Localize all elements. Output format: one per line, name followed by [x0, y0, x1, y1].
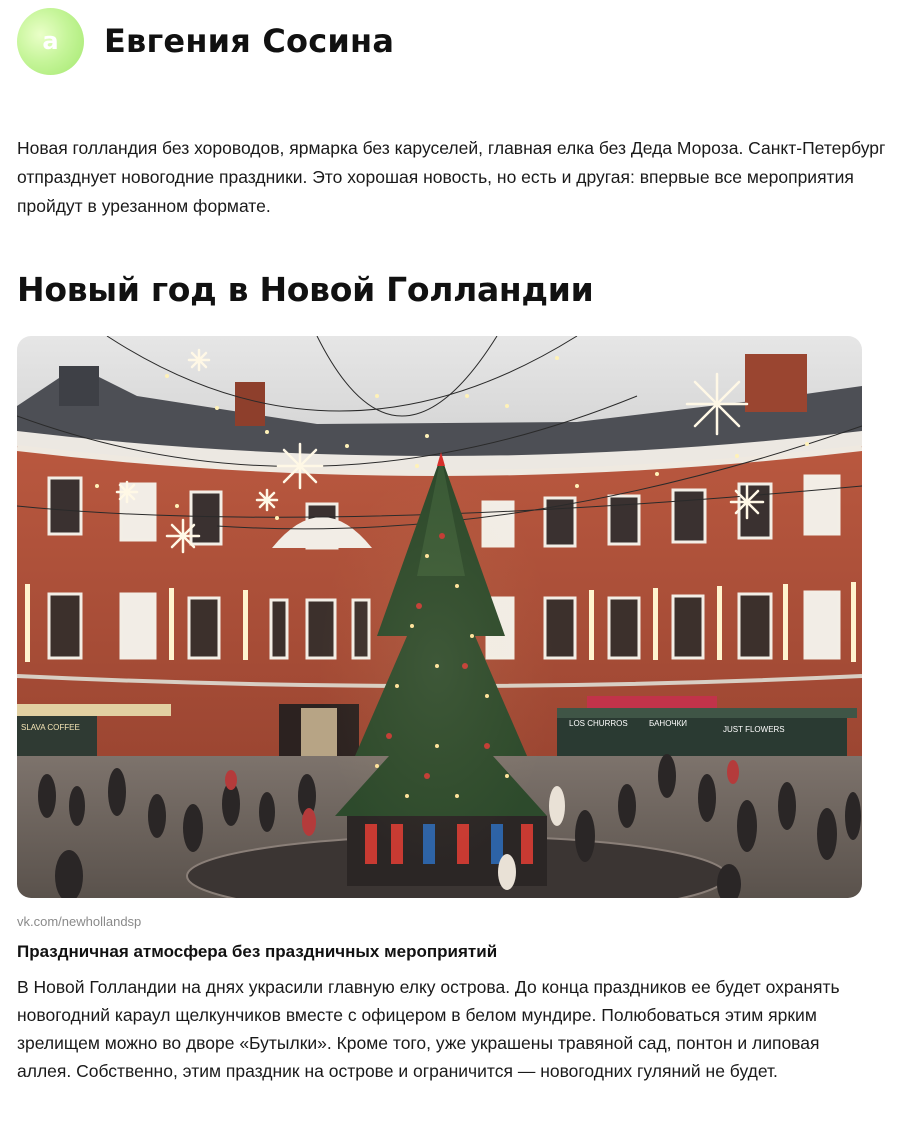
article-photo[interactable]: [17, 336, 862, 898]
photo-caption: Праздничная атмосфера без праздничных мероприятий: [17, 942, 498, 961]
section-title: Новый год в Новой Голландии: [17, 270, 594, 309]
sign-los-churros: LOS CHURROS: [569, 719, 628, 728]
article-lead: Новая голландия без хороводов, ярмарка без каруселей, главная елка без Деда Мороза. Санкт-Петербург отпразднует новогодние праздники. Это хорошая новость, но есть и другая: впервые все мероприятия пройдут в урезанном формате.: [17, 138, 886, 216]
avatar[interactable]: [17, 8, 84, 75]
author-header: [17, 7, 394, 75]
photo-credit[interactable]: vk.com/newhollandsp: [17, 914, 142, 929]
article-body: В Новой Голландии на днях украсили главную елку острова. До конца праздников ее будет охранять новогодний караул щелкунчиков вместе с офицером в белом мундире. Полюбоваться этим ярким зрелищем можно во дворе «Бутылки». Кроме того, уже украшены травяной сад, понтон и липовая аллея. Собственно, этим праздник на острове и ограничится — новогодних гуляний не будет.: [17, 977, 840, 1081]
sign-slava-coffee: SLAVA COFFEE: [21, 723, 80, 732]
sign-just-flowers: JUST FLOWERS: [723, 725, 785, 734]
photo-illustration: [17, 336, 862, 898]
avatar-glyph: a: [42, 26, 59, 55]
author-name[interactable]: Евгения Сосина: [104, 22, 395, 60]
sign-banochki: БАНОЧКИ: [649, 719, 687, 728]
